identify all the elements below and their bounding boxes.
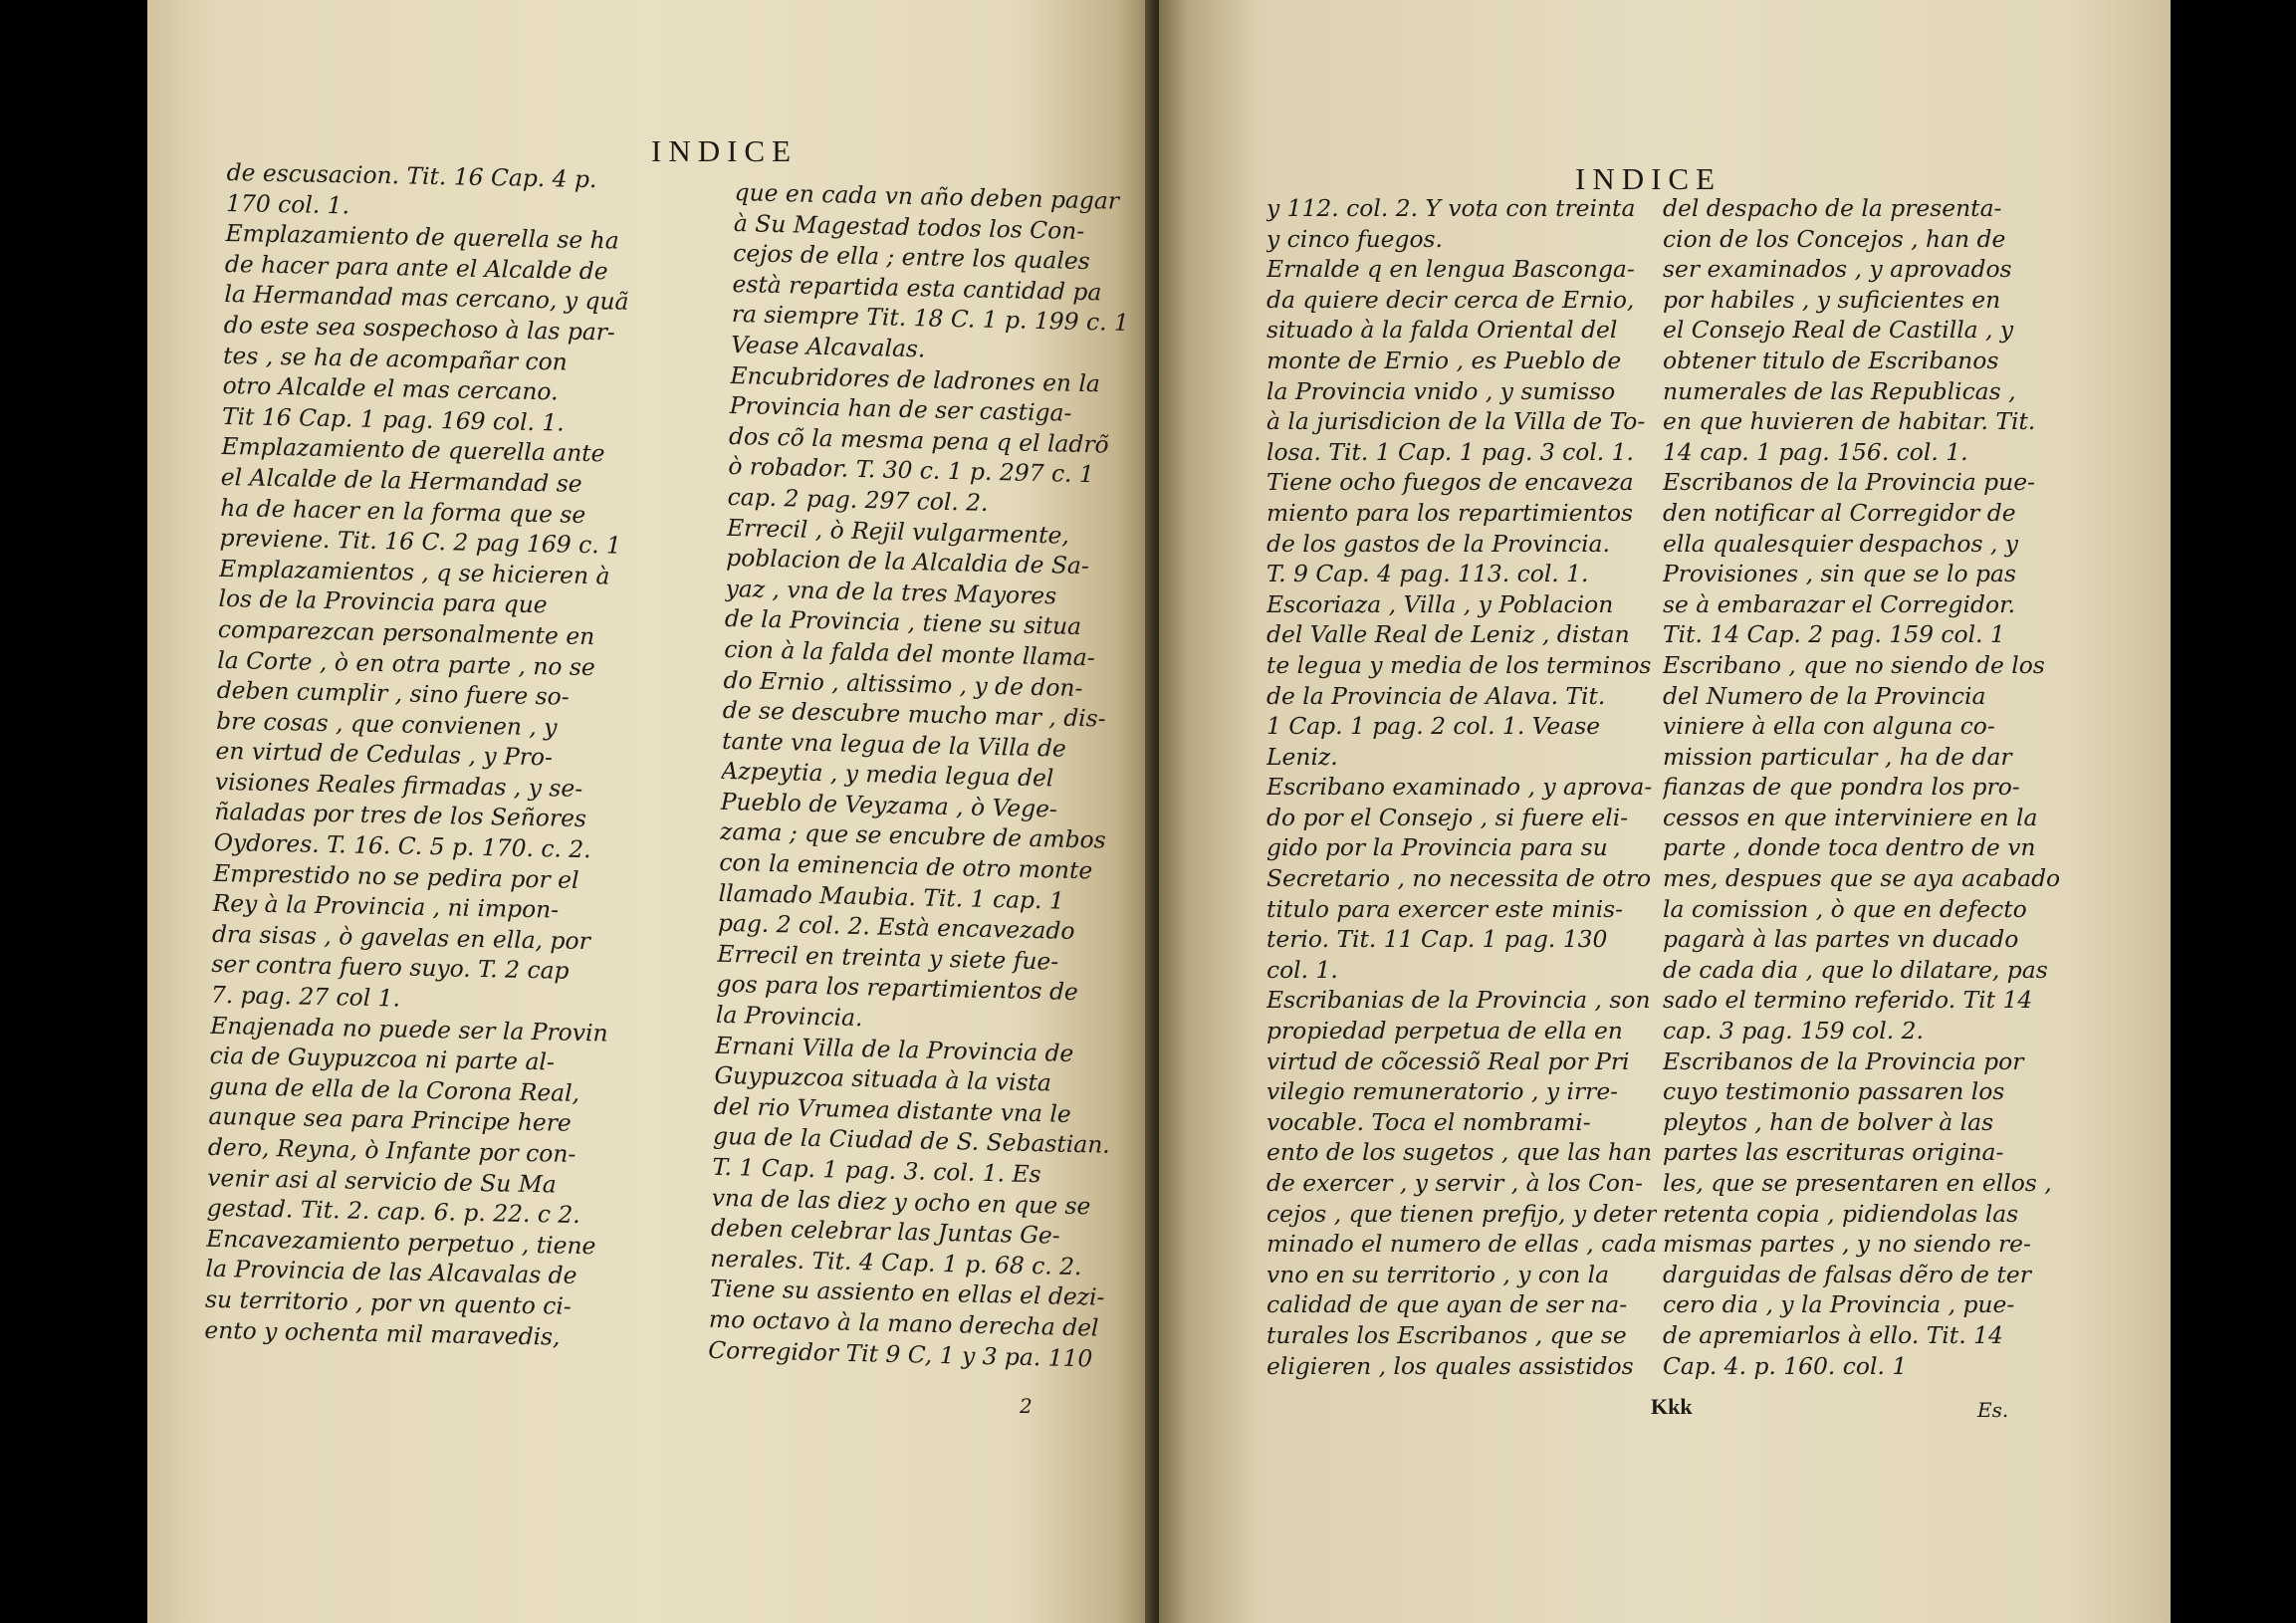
text-line: terio. Tit. 11 Cap. 1 pag. 130 (1266, 925, 1608, 954)
text-line: gos para los repartimientos de (716, 970, 1079, 1007)
right-page-column-2 (1663, 193, 2060, 1381)
text-line: vilegio remuneratorio , y irre- (1266, 1077, 1619, 1106)
text-line: viniere à ella con alguna co- (1663, 712, 1995, 741)
text-line: te legua y media de los terminos (1266, 650, 1652, 679)
text-line: obtener titulo de Escribanos (1663, 346, 1999, 374)
left-page (147, 0, 1157, 1623)
text-line: està repartida esta cantidad pa (732, 269, 1102, 307)
text-line: se à embarazar el Corregidor. (1663, 589, 2016, 618)
text-line: nerales. Tit. 4 Cap. 1 p. 68 c. 2. (710, 1244, 1082, 1280)
text-line: col. 1. (1266, 955, 1338, 984)
text-line: Leniz. (1266, 742, 1338, 771)
text-line: do Ernio , altissimo , y de don- (723, 665, 1083, 702)
right-page-catchword: Es. (1977, 1398, 2009, 1422)
text-line: 14 cap. 1 pag. 156. col. 1. (1663, 437, 1968, 466)
text-line: T. 9 Cap. 4 pag. 113. col. 1. (1266, 560, 1589, 588)
text-line: Encubridores de ladrones en la (730, 360, 1101, 397)
text-line: Guypuzcoa situada à la vista (714, 1060, 1052, 1097)
text-line: Ernalde q en lengua Bascongа- (1266, 255, 1635, 284)
text-line: Pueblo de Veyzama , ò Vege- (720, 787, 1058, 823)
text-line: à Su Magestad todos los Con- (733, 208, 1085, 245)
text-line: bre cosas , que convienen , y (215, 706, 558, 742)
text-line: en virtud de Cedulas , y Pro- (215, 737, 554, 772)
text-line: Tit. 14 Cap. 2 pag. 159 col. 1 (1663, 620, 2005, 649)
text-line: Escoriaza , Villa , y Poblacion (1266, 589, 1614, 618)
text-line: Escribanias de la Provincia , son (1266, 986, 1651, 1015)
text-line: los de la Provincia para que (218, 584, 548, 619)
left-page-column-1 (204, 157, 631, 1353)
text-line: la Hermandad mas cercano, y quã (224, 280, 629, 317)
text-line: y 112. col. 2. Y vota con treinta (1266, 194, 1636, 222)
text-line: de la Provincia de Alava. Tit. (1266, 681, 1606, 710)
text-line: ò robador. T. 30 c. 1 p. 297 c. 1 (728, 452, 1095, 489)
text-line: su territorio , por vn quento ci- (204, 1284, 573, 1320)
text-line: Secretario , no necessita de otro (1266, 864, 1652, 893)
left-page-catchword: 2 (1020, 1394, 1033, 1418)
text-line: zama ; que se encubre de ambos (719, 817, 1106, 855)
text-line: ella qualesquier despachos , y (1663, 529, 2018, 558)
text-line: T. 1 Cap. 1 pag. 3. col. 1. Es (712, 1152, 1041, 1189)
text-line: vna de las diez y ocho en que se (711, 1183, 1091, 1220)
text-line: propiedad perpetua de ella en (1266, 1017, 1623, 1045)
text-line: mismas partes , y no siendo re- (1663, 1230, 2031, 1259)
text-line: Provincia han de ser castiga- (729, 391, 1072, 427)
text-line: Provisiones , sin que se lo pas (1663, 560, 2016, 588)
text-line: do por el Consejo , si fuere eli- (1266, 803, 1629, 831)
text-line: cia de Guypuzcoa ni parte al- (209, 1042, 556, 1076)
text-line: del Valle Real de Leniz , distan (1266, 620, 1630, 649)
text-line: les, que se presentaren en ellos , (1663, 1169, 2052, 1197)
text-line: previene. Tit. 16 C. 2 pag 169 c. 1 (219, 524, 622, 560)
text-line: Cap. 4. p. 160. col. 1 (1663, 1351, 1908, 1380)
left-page-header: INDICE (651, 133, 799, 168)
text-line: minado el numero de ellas , cada (1266, 1230, 1658, 1259)
text-line: miento para los repartimientos (1266, 498, 1634, 527)
text-line: venir asi al servicio de Su Ma (207, 1163, 557, 1199)
text-line: deben cumplir , sino fuere so- (216, 675, 570, 711)
text-line: monte de Ernio , es Pueblo de (1266, 346, 1622, 374)
text-line: cero dia , y la Provincia , pue- (1663, 1290, 2015, 1319)
text-line: losa. Tit. 1 Cap. 1 pag. 3 col. 1. (1266, 437, 1634, 466)
text-line: de escusacion. Tit. 16 Cap. 4 p. (226, 157, 597, 194)
text-line: sado el termino referido. Tit 14 (1663, 986, 2033, 1015)
text-line: Azpeytia , y media legua del (721, 757, 1054, 793)
text-line: Emprestido no se pedira por el (212, 858, 579, 894)
text-line: numerales de las Republicas , (1663, 376, 2016, 405)
text-line: 170 col. 1. (225, 188, 350, 219)
text-line: Enajenada no puede ser la Provin (209, 1011, 608, 1047)
text-line: situado à la falda Oriental del (1266, 316, 1618, 345)
text-line: Tit 16 Cap. 1 pag. 169 col. 1. (221, 401, 566, 437)
text-line: de hacer para ante el Alcalde de (224, 249, 608, 286)
text-line: cion de los Concejos , han de (1663, 224, 2006, 253)
text-line: de apremiarlos à ello. Tit. 14 (1663, 1320, 2003, 1349)
text-line: gido por la Provincia para su (1266, 833, 1608, 862)
text-line: dos cõ la mesma pena q el ladrõ (728, 421, 1109, 459)
text-line: con la eminencia de otro monte (719, 847, 1093, 885)
text-line: ento de los sugetos , que las han (1266, 1138, 1653, 1167)
text-line: la Provincia de las Alcavalas de (205, 1255, 577, 1290)
text-line: ser examinados , y aprovados (1663, 255, 2012, 284)
text-line: pagarà à las partes vn ducado (1663, 925, 2019, 954)
text-line: vocable. Toca el nombrami- (1266, 1107, 1591, 1136)
text-line: del Numero de la Provincia (1663, 681, 1986, 710)
text-line: 1 Cap. 1 pag. 2 col. 1. Veasе (1266, 712, 1601, 741)
text-line: mo octavo à la mano derecha del (708, 1304, 1099, 1342)
text-line: en que huvieren de habitar. Tit. (1663, 407, 2036, 436)
text-line: dra sisas , ò gavelas en ella, por (211, 919, 591, 955)
text-line: Emplazamiento de querella ante (221, 432, 605, 468)
text-line: titulo para exercer este minis- (1266, 894, 1624, 923)
text-line: tes , se ha de acompañar con (222, 341, 569, 376)
text-line: Rey à la Provincia , ni impon- (212, 889, 560, 924)
right-page-column-1 (1266, 193, 1657, 1381)
text-line: visiones Reales firmadas , y se- (214, 767, 583, 803)
text-line: do este sea sospechoso à las par- (223, 310, 616, 347)
text-line: del despacho de la presenta- (1663, 194, 2002, 222)
text-line: cejos , que tienen prefijo, y deter (1266, 1199, 1657, 1228)
text-line: dero, Reyna, ò Infante por con- (207, 1132, 576, 1168)
text-line: la Provincia. (715, 1000, 863, 1033)
text-line: Escribanos de la Provincia pue- (1663, 468, 2035, 497)
text-line: por habiles , y suficientes en (1663, 285, 2001, 314)
text-line: Escribanos de la Provincia por (1663, 1046, 2024, 1075)
text-line: parte , donde toca dentro de vn (1663, 833, 2036, 862)
text-line: cap. 3 pag. 159 col. 2. (1663, 1017, 1924, 1045)
text-line: aunque sea para Principe here (208, 1102, 573, 1138)
text-line: cuyo testimonio passaren los (1663, 1077, 2005, 1106)
text-line: gua de la Ciudad de S. Sebastian. (712, 1122, 1111, 1160)
left-page-column-2 (708, 177, 1132, 1374)
text-line: ra siempre Tit. 18 C. 1 p. 199 c. 1 (731, 300, 1130, 338)
text-line: ñaladas por tres de los Señores (214, 798, 587, 833)
text-line: gestad. Tit. 2. cap. 6. p. 22. c 2. (206, 1193, 581, 1230)
text-line: retenta copia , pidiendolas las (1663, 1199, 2019, 1228)
text-line: calidad de que ayan de ser na- (1266, 1290, 1628, 1319)
text-line: que en cada vn año deben pagar (734, 177, 1120, 215)
text-line: Errecil , ò Rejil vulgarmente, (726, 513, 1070, 550)
text-line: Oydores. T. 16. C. 5 p. 170. c. 2. (213, 827, 591, 864)
text-line: mes, despues que se aya acabado (1663, 864, 2061, 893)
text-line: del rio Vrumea distante vna le (713, 1091, 1072, 1128)
text-line: guna de ella de la Corona Real, (208, 1071, 580, 1107)
text-line: de se descubre mucho mar , dis- (722, 695, 1106, 733)
text-line: ento y ochenta mil maravedis, (204, 1315, 561, 1351)
text-line: Ernani Villa de la Provincia de (714, 1031, 1074, 1067)
text-line: à la jurisdicion de la Villa de To- (1266, 407, 1646, 436)
text-line: Tiene ocho fuegos de encaveza (1266, 468, 1634, 497)
text-line: Tiene su assiento en ellas el dezi- (709, 1275, 1105, 1312)
text-line: poblacion de la Alcaldia de Sa- (726, 544, 1090, 580)
text-line: el Consejo Real de Castilla , y (1663, 316, 2014, 345)
text-line: Escribano , que no siendo de los (1663, 650, 2045, 679)
text-line: Encavezamiento perpetuo , tiene (205, 1224, 596, 1261)
text-line: Emplazamiento de querella se ha (225, 219, 619, 255)
text-line: mission particular , ha de dar (1663, 742, 2012, 771)
text-line: 7. pag. 27 col 1. (210, 980, 401, 1013)
text-line: cion à la falda del monte llama- (723, 634, 1095, 672)
text-line: el Alcalde de la Hermandad se (220, 462, 582, 498)
text-line: de exercer , y servir , à los Con- (1266, 1169, 1643, 1197)
text-line: de la Provincia , tiene su situa (724, 604, 1082, 641)
right-page (1159, 0, 2171, 1623)
text-line: de cada dia , que lo dilatare, pas (1663, 955, 2048, 984)
text-line: Corregidor Tit 9 C, 1 y 3 pa. 110 (707, 1335, 1093, 1373)
text-line: cejos de ella ; entre los quales (732, 239, 1091, 276)
text-line: pleytos , han de bolver à las (1663, 1107, 1994, 1136)
text-line: pag. 2 col. 2. Està encavezado (717, 909, 1075, 946)
text-line: de los gastos de la Provincia. (1266, 529, 1610, 558)
text-line: darguidas de falsas dẽro de ter (1663, 1260, 2031, 1288)
text-line: Escribano examinado , y aprova- (1266, 773, 1653, 802)
text-line: ha de hacer en la forma que se (219, 493, 586, 529)
text-line: vno en su territorio , y con la (1266, 1260, 1610, 1288)
text-line: Emplazamientos , q se hicieren à (218, 554, 610, 590)
text-line: y cinco fuegos. (1266, 224, 1443, 253)
text-line: da quiere decir cerca de Ernio, (1266, 285, 1635, 314)
text-line: fianzas de que pondra los pro- (1663, 773, 2020, 802)
text-line: la Provincia vnido , y sumisso (1266, 376, 1616, 405)
text-line: llamado Maubia. Tit. 1 cap. 1 (718, 878, 1065, 915)
text-line: otro Alcalde el mas cercano. (222, 371, 559, 406)
text-line: cessos en que interviniere en la (1663, 803, 2038, 831)
text-line: cap. 2 pag. 297 col. 2. (727, 482, 989, 517)
text-line: Errecil en treinta y siete fue- (716, 939, 1059, 976)
text-line: ser contra fuero suyo. T. 2 cap (211, 950, 570, 986)
signature-mark: Kkk (1651, 1394, 1693, 1419)
text-line: eligieren , los quales assistidos (1266, 1351, 1634, 1380)
text-line: tante vna legua de la Villa de (721, 726, 1067, 763)
text-line: Veasе Alcavalas. (730, 330, 926, 363)
text-line: partes las escrituras origina- (1663, 1138, 2004, 1167)
text-line: yaz , vna de la tres Mayores (725, 574, 1057, 610)
text-line: turales los Escribanos , que se (1266, 1320, 1627, 1349)
text-line: virtud de cõcessiõ Real por Pri (1266, 1046, 1630, 1075)
text-line: la Corte , ò en otra parte , no se (217, 645, 596, 681)
text-line: comparezcan personalmente en (217, 614, 595, 651)
text-line: deben celebrar las Juntas Ge- (710, 1213, 1060, 1250)
text-line: la comission , ò que en defecto (1663, 894, 2027, 923)
text-line: den notificar al Corregidor de (1663, 498, 2016, 527)
right-page-header: INDICE (1575, 161, 1722, 196)
